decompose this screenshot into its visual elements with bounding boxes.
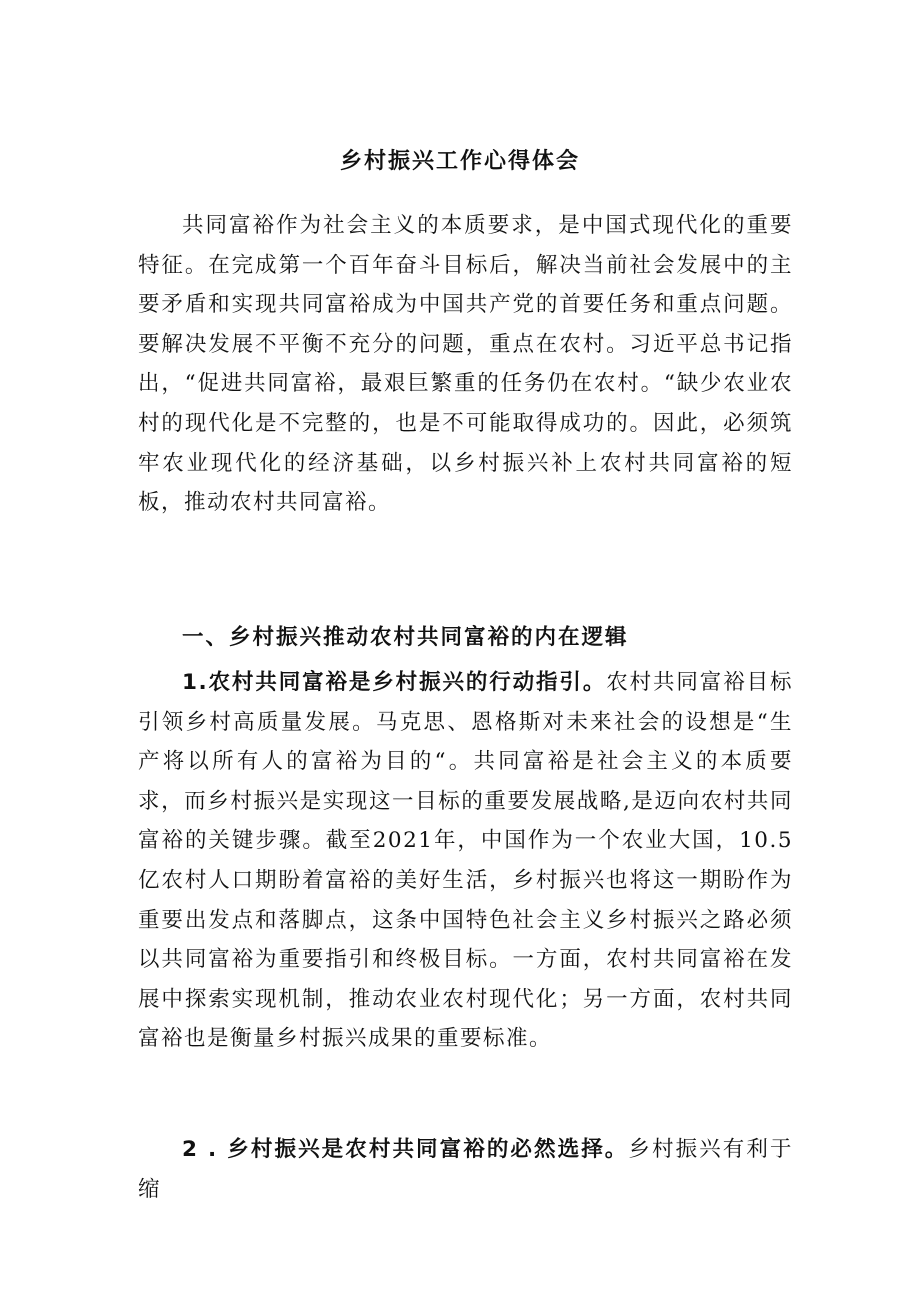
intro-paragraph: 共同富裕作为社会主义的本质要求，是中国式现代化的重要特征。在完成第一个百年奋斗目标后，解决当前社会发展中的主要矛盾和实现共同富裕成为中国共产党的首要任务和重点问题。要解决发展不平衡不充分的问题，重点在农村。习近平总书记指出，“促进共同富裕，最艰巨繁重的任务仍在农村。“缺少农业农村的现代化是不完整的，也是不可能取得成功的。因此，必须筑牢农业现代化的经济基础，以乡村振兴补上农村共同富裕的短板，推动农村共同富裕。: [138, 213, 793, 516]
section-heading-1: 一、乡村振兴推动农村共同富裕的内在逻辑: [182, 625, 629, 650]
document-title: 乡村振兴工作心得体会: [339, 149, 580, 174]
point-1-body: 农村共同富裕目标引领乡村高质量发展。马克思、恩格斯对未来社会的设想是“生产将以所有人的富裕为目的“。共同富裕是社会主义的本质要求，而乡村振兴是实现这一目标的重要发展战略,是迈向农村共同富裕的关键步骤。截至2021年，中国作为一个农业大国，10.5亿农村人口期盼着富裕的美好生活，乡村振兴也将这一期盼作为重要出发点和落脚点，这条中国特色社会主义乡村振兴之路必须以共同富裕为重要指引和终极目标。一方面，农村共同富裕在发展中探索实现机制，推动农业农村现代化；另一方面，农村共同富裕也是衡量乡村振兴成果的重要标准。: [138, 670, 793, 1052]
point-2-lead: 2 . 乡村振兴是农村共同富裕的必然选择。: [182, 1137, 629, 1162]
point-1-paragraph: [138, 663, 793, 1059]
point-2-body: 乡村振兴有利于缩: [138, 1137, 793, 1202]
point-2-paragraph: [138, 1130, 793, 1209]
point-1-lead: 1.农村共同富裕是乡村振兴的行动指引。: [182, 670, 607, 695]
